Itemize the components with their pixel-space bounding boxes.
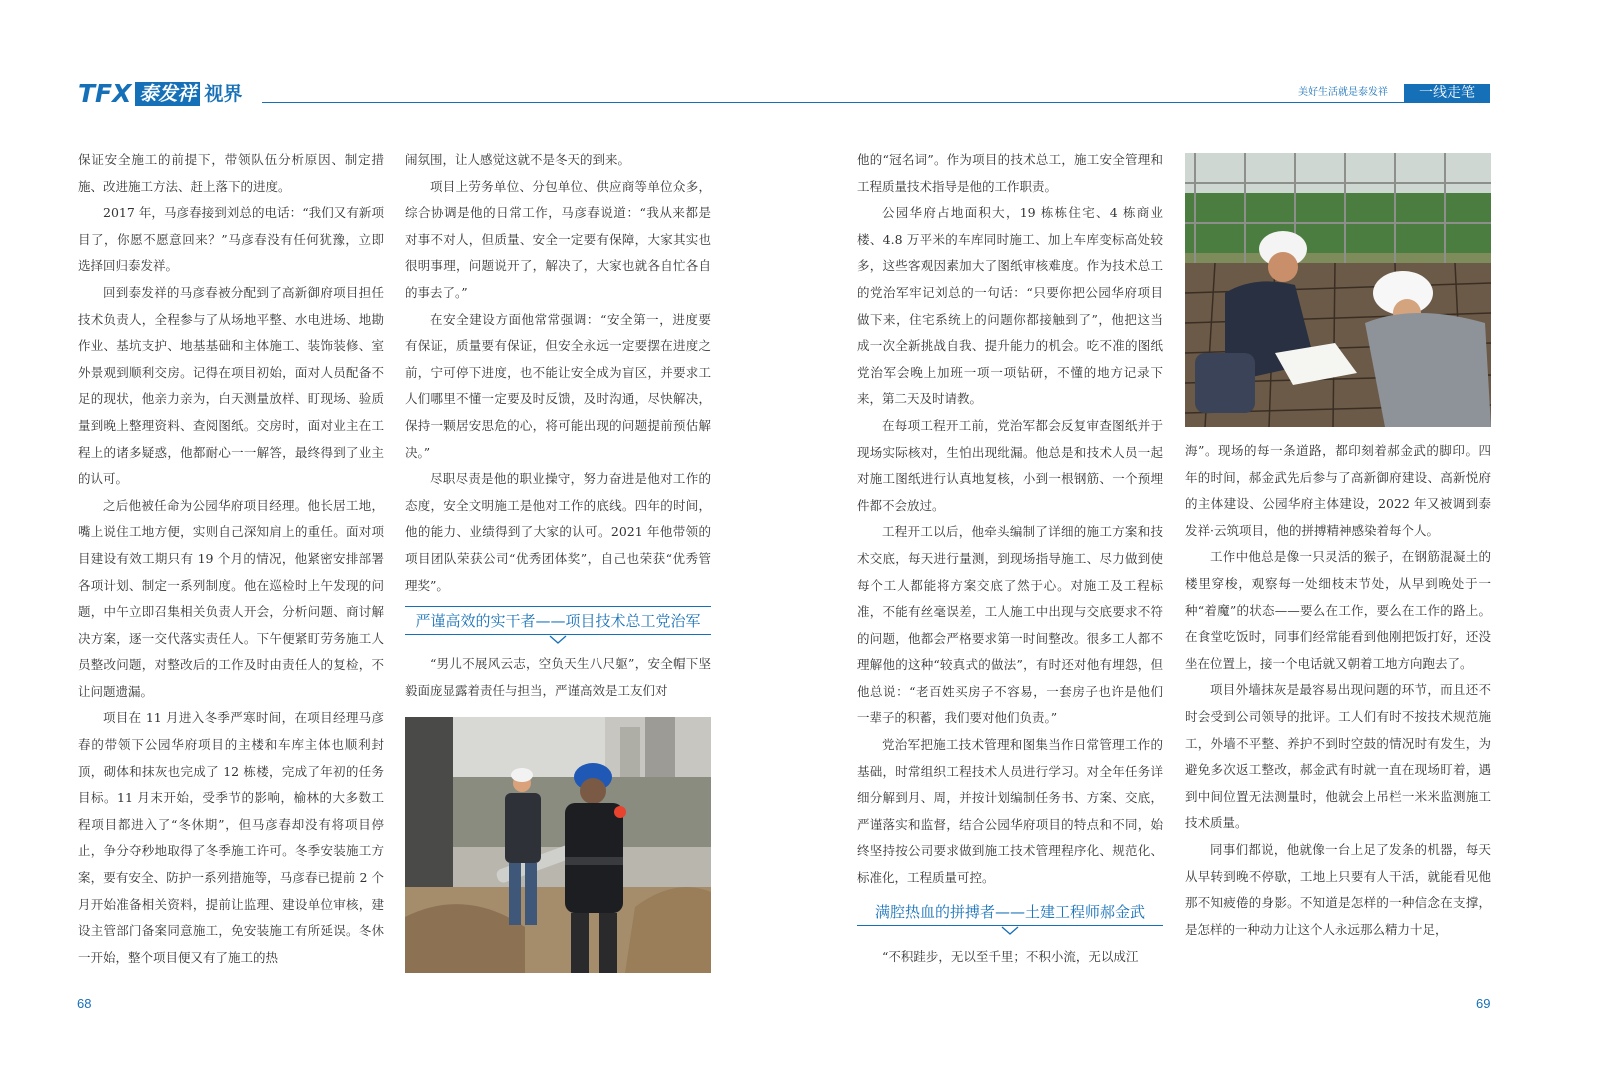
paragraph: 工作中他总是像一只灵活的猴子，在钢筋混凝土的楼里穿梭，观察每一处细枝末节处，从早到晚处于一种“着魔”的状态——要么在工作，要么在工作的路上。在食堂吃饭时，同事们经常能看到他刚把饭打好，还没坐在位置上，接一个电话就又朝着工地方向跑去了。: [1185, 549, 1491, 671]
paragraph: “不积跬步，无以至千里；不积小流，无以成江: [882, 949, 1139, 964]
section-heading-1: [405, 606, 711, 645]
logo-tfx: TFX: [78, 79, 132, 108]
paragraph: 他的“冠名词”。作为项目的技术总工，施工安全管理和工程质量技术指导是他的工作职责。: [857, 152, 1163, 194]
worksite-photo-engineers: [1185, 153, 1491, 427]
magazine-logo: [78, 79, 243, 108]
paragraph: 项目外墙抹灰是最容易出现问题的环节，而且还不时会受到公司领导的批评。工人们有时不按技术规范施工，外墙不平整、养护不到时空鼓的情况时有发生，为避免多次返工整改，郝金武有时就一直在现场盯着，遇到中间位置无法测量时，他就会上吊栏一米米监测施工技术质量。: [1185, 682, 1491, 831]
column-4: [1185, 438, 1491, 943]
heading-top-rule: [405, 606, 711, 607]
section-heading-2: [857, 900, 1163, 936]
paragraph: 在安全建设方面他常常强调：“安全第一，进度要有保证，质量要有保证，但安全永远一定要摆在进度之前，宁可停下进度，也不能让安全成为盲区，并要求工人们哪里不懂一定要及时反馈，及时沟通，尽快解决，保持一颗居安思危的心，将可能出现的问题提前预估解决。”: [405, 311, 711, 460]
paragraph: 同事们都说，他就像一台上足了发条的机器，每天从早转到晚不停歇，工地上只要有人干活，就能看见他那不知疲倦的身影。不知道是怎样的一种信念在支撑，是怎样的一种动力让这个人永远那么精力十足，: [1185, 841, 1491, 937]
paragraph: “男儿不展风云志，空负天生八尺躯”，安全帽下坚毅面庞显露着责任与担当，严谨高效是工友们对: [405, 656, 711, 698]
paragraph: 党治军把施工技术管理和图集当作日常管理工作的基础，时常组织工程技术人员进行学习。对全年任务详细分解到月、周，并按计划编制任务书、方案、交底，严谨落实和监督，结合公园华府项目的特点和不同，始终坚持按公司要求做到施工技术管理程序化、规范化、标准化，工程质量可控。: [857, 737, 1163, 886]
paragraph: 项目上劳务单位、分包单位、供应商等单位众多，综合协调是他的日常工作，马彦春说道：“我从来都是对事不对人，但质量、安全一定要有保障，大家其实也很明事理，问题说开了，解决了，大家也就各自忙各自的事去了。”: [405, 178, 711, 300]
chevron-down-icon: [549, 635, 567, 645]
paragraph: 2017 年，马彦春接到刘总的电话：“我们又有新项目了，你愿不愿意回来？”马彦春没有任何犹豫，立即选择回归泰发祥。: [78, 205, 384, 274]
paragraph: 在每项工程开工前，党治军都会反复审查图纸并于现场实际核对，生怕出现纰漏。他总是和技术人员一起对施工图纸进行认真地复核，小到一根钢筋、一个预埋件都不会放过。: [857, 417, 1163, 513]
paragraph: 之后他被任命为公园华府项目经理。他长居工地，嘴上说住工地方便，实则自己深知肩上的重任。面对项目建设有效工期只有 19 个月的情况，他紧密安排部署各项计划、制定一系列制度。他在巡检时上午发现的问题，中午立即召集相关负责人开会，分析问题、商讨解决方案，逐一交代落实责任人。下午便紧盯劳务施工人员整改问题，对整改后的工作及时由责任人的复检，不让问题遗漏。: [78, 497, 384, 699]
column-3-continued: [857, 944, 1163, 971]
page-number-right: 69: [1476, 996, 1491, 1011]
column-3: [857, 147, 1163, 892]
paragraph: 尽职尽责是他的职业操守，努力奋进是他对工作的态度，安全文明施工是他对工作的底线。四年的时间，他的能力、业绩得到了大家的认可。2021 年他带领的项目团队荣获公司“优秀团体奖”，自己也荣获“优秀管理奖”。: [405, 471, 711, 593]
paragraph: 公园华府占地面积大，19 栋栋住宅、4 栋商业楼、4.8 万平米的车库同时施工、加上车库变标高处较多，这些客观因素加大了图纸审核难度。作为技术总工的党治军牢记刘总的一句话：“只要你把公园华府项目做下来，住宅系统上的问题你都接触到了”，他把这当成一次全新挑战自我、提升能力的机会。吃不准的图纸党治军会晚上加班一项一项钻研，不懂的地方记录下来，第二天及时请教。: [857, 205, 1163, 407]
column-1: [78, 147, 384, 971]
chevron-down-icon: [1001, 926, 1019, 936]
logo-view: 视界: [204, 83, 243, 105]
column-2-continued: [405, 651, 711, 704]
paragraph: 项目在 11 月进入冬季严寒时间，在项目经理马彦春的带领下公园华府项目的主楼和车库主体也顺利封顶，砌体和抹灰也完成了 12 栋楼，完成了年初的任务目标。11 月末开始，受季节的影响，榆林的大多数工程项目都进入了“冬休期”，但马彦春却没有将项目停止，争分夺秒地取得了冬季施工许可。冬季安装施工方案，要有安全、防护一系列措施等，马彦春已提前 2 个月开始准备相关资料，提前让监理、建设单位审核，建设主管部门备案同意施工，免安装施工有所延误。冬休一开始，整个项目便又有了施工的热: [78, 710, 384, 965]
heading-text: 满腔热血的拼搏者——土建工程师郝金武: [874, 903, 1145, 921]
paragraph: 回到泰发祥的马彦春被分配到了高新御府项目担任技术负责人，全程参与了从场地平整、水电进场、地勘作业、基坑支护、地基基础和主体施工、装饰装修、室外景观到顺利交房。记得在项目初始，面对人员配备不足的现状，他亲力亲为，白天测量放样、盯现场、验质量到晚上整理资料、查阅图纸。交房时，面对业主在工程上的诸多疑惑，他都耐心一一解答，最终得到了业主的认可。: [78, 284, 384, 487]
header-slogan: 美好生活就是泰发祥: [1298, 87, 1388, 98]
section-tab: 一线走笔: [1404, 84, 1490, 102]
column-2: [405, 147, 711, 599]
paragraph: 保证安全施工的前提下，带领队伍分析原因、制定措施、改进施工方法、赶上落下的进度。: [78, 152, 384, 194]
page-number-left: 68: [77, 996, 92, 1011]
worksite-photo-supervisors: [405, 717, 711, 973]
heading-text: 严谨高效的实干者——项目技术总工党治军: [415, 612, 701, 630]
paragraph: 海”。现场的每一条道路，都印刻着郝金武的脚印。四年的时间，郝金武先后参与了高新御府建设、高新悦府的主体建设、公园华府主体建设，2022 年又被调到泰发祥·云筑项目，他的拼搏精神感染着每个人。: [1185, 443, 1491, 538]
paragraph: 闹氛围，让人感觉这就不是冬天的到来。: [405, 152, 631, 167]
paragraph: 工程开工以后，他牵头编制了详细的施工方案和技术交底，每天进行量测，到现场指导施工、尽力做到使每个工人都能将方案交底了然于心。对施工及工程标准，不能有丝毫误差，工人施工中出现与交底要求不符的问题，他都会严格要求第一时间整改。很多工人都不理解他的这种“较真式的做法”，有时还对他有埋怨，但他总说：“老百姓买房子不容易，一套房子也许是他们一辈子的积蓄，我们要对他们负责。”: [857, 524, 1163, 726]
logo-brand: 泰发祥: [135, 82, 200, 106]
header-rule: [262, 102, 1490, 103]
